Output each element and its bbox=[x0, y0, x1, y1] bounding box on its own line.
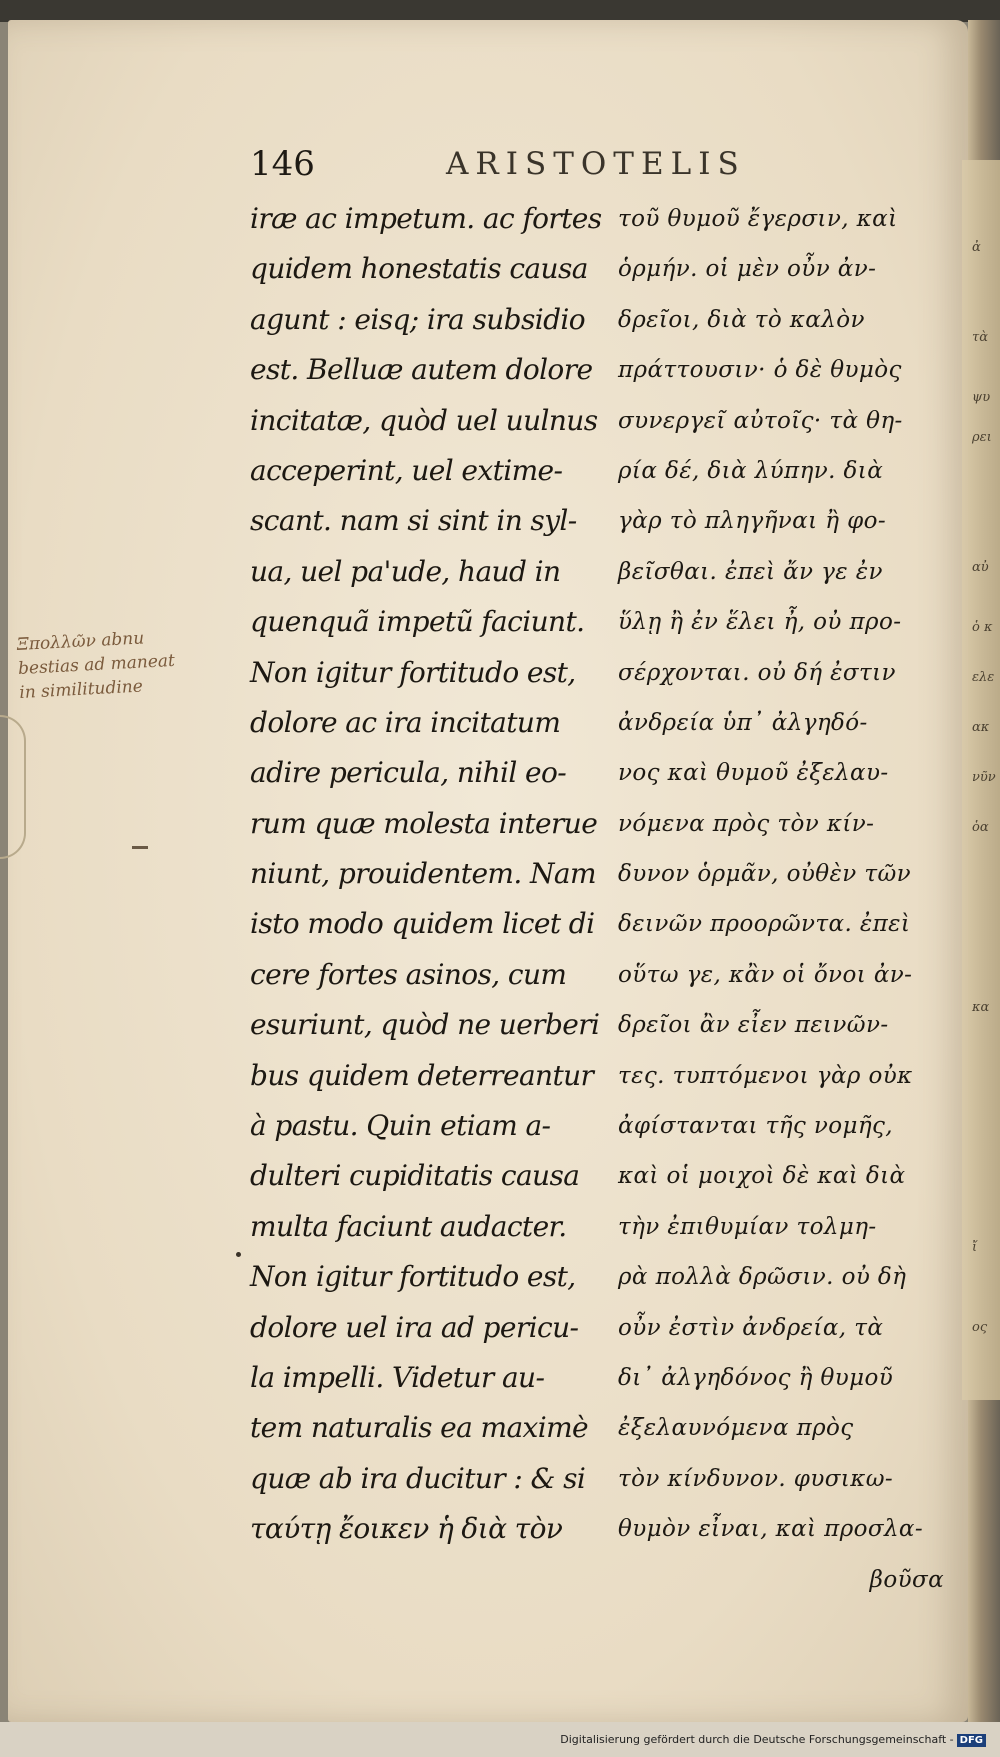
greek-column bbox=[618, 194, 948, 1605]
greek-text-line: ρία δέ, διὰ λύπην. διὰ bbox=[618, 457, 884, 484]
catchword: βοῦσα bbox=[869, 1566, 944, 1593]
marginalia-line: bestias ad maneat bbox=[17, 650, 176, 680]
greek-text-line: πράττουσιν· ὁ δὲ θυμὸς bbox=[618, 357, 902, 384]
margin-dash-mark bbox=[132, 846, 148, 849]
latin-text-line: Non igitur fortitudo est, bbox=[250, 655, 576, 689]
latin-text-line: isto modo quidem licet di bbox=[250, 907, 595, 941]
greek-text-line: τὴν ἐπιθυμίαν τολμη- bbox=[618, 1213, 877, 1240]
greek-text-line: δρεῖοι ἂν εἶεν πεινῶν- bbox=[618, 1012, 889, 1039]
scan-background-top bbox=[0, 0, 1000, 22]
greek-text-line: τες. τυπτόμενοι γὰρ οὐκ bbox=[618, 1062, 913, 1089]
greek-text-line: οὖν ἐστὶν ἀνδρεία, τὰ bbox=[618, 1314, 884, 1341]
greek-text-line: νόμενα πρὸς τὸν κίν- bbox=[618, 810, 875, 837]
latin-text-line: incitatæ, quòd uel uulnus bbox=[250, 403, 598, 437]
greek-text-line: γὰρ τὸ πληγῆναι ἢ φο- bbox=[618, 508, 887, 535]
facing-page-fragment: ακ bbox=[972, 720, 990, 735]
greek-text-line: τὸν κίνδυνον. φυσικω- bbox=[618, 1465, 894, 1492]
greek-text-line: δι᾽ ἀλγηδόνος ἢ θυμοῦ bbox=[618, 1364, 894, 1391]
greek-text-line: ὁρμήν. οἱ μὲν οὖν ἀν- bbox=[618, 256, 877, 283]
latin-text-line: dolore ac ira incitatum bbox=[250, 705, 561, 739]
marginalia-line: Ξπολλῶν abnu bbox=[16, 628, 145, 656]
latin-text-line: esuriunt, quòd ne uerberi bbox=[250, 1008, 600, 1042]
latin-text-line: cere fortes asinos, cum bbox=[250, 957, 567, 991]
latin-text-line: quenquã impetũ faciunt. bbox=[250, 605, 585, 639]
greek-text-line: τοῦ θυμοῦ ἔγερσιν, καὶ bbox=[618, 206, 898, 232]
latin-text-line: multa faciunt audacter. bbox=[250, 1209, 567, 1243]
greek-text-line: δρεῖοι, διὰ τὸ καλὸν bbox=[618, 306, 865, 333]
latin-text-line: bus quidem deterreantur bbox=[250, 1058, 594, 1092]
latin-text-line: acceperint, uel extime- bbox=[250, 453, 563, 487]
digitization-credit bbox=[560, 1733, 986, 1747]
greek-text-line: ἀφίστανται τῆς νομῆς, bbox=[618, 1113, 894, 1140]
latin-column bbox=[250, 194, 620, 1555]
facing-page-fragment: τὰ bbox=[972, 330, 988, 345]
facing-page-fragment: ρει bbox=[972, 430, 992, 445]
latin-text-line: rum quæ molesta interue bbox=[250, 806, 598, 840]
facing-page-fragment: ος bbox=[972, 1320, 988, 1335]
credit-text: Digitalisierung gefördert durch die Deutsche Forschungsgemeinschaft - bbox=[560, 1733, 954, 1746]
latin-text-line: dolore uel ira ad pericu- bbox=[250, 1310, 579, 1344]
latin-text-line: adire pericula, nihil eo- bbox=[250, 756, 567, 790]
latin-text-line: agunt : eisq; ira subsidio bbox=[250, 302, 586, 336]
greek-text-line: θυμὸν εἶναι, καὶ προσλα- bbox=[618, 1516, 924, 1543]
greek-text-line: δεινῶν προορῶντα. ἐπεὶ bbox=[618, 911, 911, 938]
facing-page-fragment: αὐ bbox=[972, 560, 989, 575]
dfg-logo: DFG bbox=[957, 1734, 986, 1747]
latin-text-line: dulteri cupiditatis causa bbox=[250, 1159, 580, 1193]
greek-text-line: σέρχονται. οὐ δή ἐστιν bbox=[618, 659, 896, 686]
latin-text-line: iræ ac impetum. ac fortes bbox=[250, 202, 602, 235]
facing-page-fragment: ελε bbox=[972, 670, 995, 685]
latin-text-line: quæ ab ira ducitur : & si bbox=[250, 1461, 586, 1495]
greek-text-line: συνεργεῖ αὐτοῖς· τὰ θη- bbox=[618, 407, 903, 434]
latin-text-line: à pastu. Quin etiam a- bbox=[250, 1109, 551, 1143]
greek-text-line: ρὰ πολλὰ δρῶσιν. οὐ δὴ bbox=[618, 1264, 907, 1291]
latin-text-line: niunt, prouidentem. Nam bbox=[250, 857, 596, 891]
greek-text-line: ἀνδρεία ὑπ᾽ ἀλγηδό- bbox=[618, 709, 868, 736]
latin-text-line: quidem honestatis causa bbox=[250, 252, 588, 286]
running-head: ARISTOTELIS bbox=[446, 146, 746, 182]
facing-page-fragment: ψυ bbox=[972, 390, 991, 405]
latin-text-line: ταύτῃ ἔοικεν ἡ διὰ τὸν bbox=[250, 1512, 563, 1546]
greek-text-line: βεῖσθαι. ἐπεὶ ἄν γε ἐν bbox=[618, 558, 883, 585]
greek-text-line: οὕτω γε, κἂν οἱ ὄνοι ἀν- bbox=[618, 961, 913, 988]
latin-text-line: tem naturalis ea maximè bbox=[250, 1411, 589, 1445]
greek-text-line: καὶ οἱ μοιχοὶ δὲ καὶ διὰ bbox=[618, 1163, 906, 1190]
greek-text-line: νος καὶ θυμοῦ ἐξελαυ- bbox=[618, 760, 889, 787]
latin-text-line: scant. nam si sint in syl- bbox=[250, 504, 577, 538]
latin-text-line: ua, uel pa'ude, haud in bbox=[250, 554, 561, 588]
page-header bbox=[250, 138, 810, 188]
facing-page-fragment: νῦν bbox=[972, 770, 996, 785]
page-number: 146 bbox=[250, 144, 315, 184]
latin-text-line: est. Belluæ autem dolore bbox=[250, 353, 593, 387]
facing-page-fragment: κα bbox=[972, 1000, 990, 1015]
latin-text-line: Non igitur fortitudo est, bbox=[250, 1260, 576, 1294]
facing-page-fragment: ὁ κ bbox=[972, 620, 993, 635]
greek-text-line: ὕλῃ ἢ ἐν ἕλει ἦ, οὐ προ- bbox=[618, 609, 902, 636]
greek-text-line: δυνον ὁρμᾶν, οὐθὲν τῶν bbox=[618, 861, 911, 888]
facing-page-fragment: ὁα bbox=[972, 820, 989, 835]
margin-dot-mark bbox=[236, 1252, 241, 1257]
greek-text-line: ἐξελαυνόμενα πρὸς bbox=[618, 1415, 854, 1442]
facing-page-fragment: ἴ bbox=[972, 1240, 978, 1255]
marginalia-line: in similitudine bbox=[18, 676, 144, 703]
page-tab-mark bbox=[0, 715, 26, 859]
handwritten-marginalia bbox=[16, 621, 249, 705]
facing-page-fragment: ἀ bbox=[972, 240, 981, 255]
latin-text-line: la impelli. Videtur au- bbox=[250, 1360, 545, 1394]
